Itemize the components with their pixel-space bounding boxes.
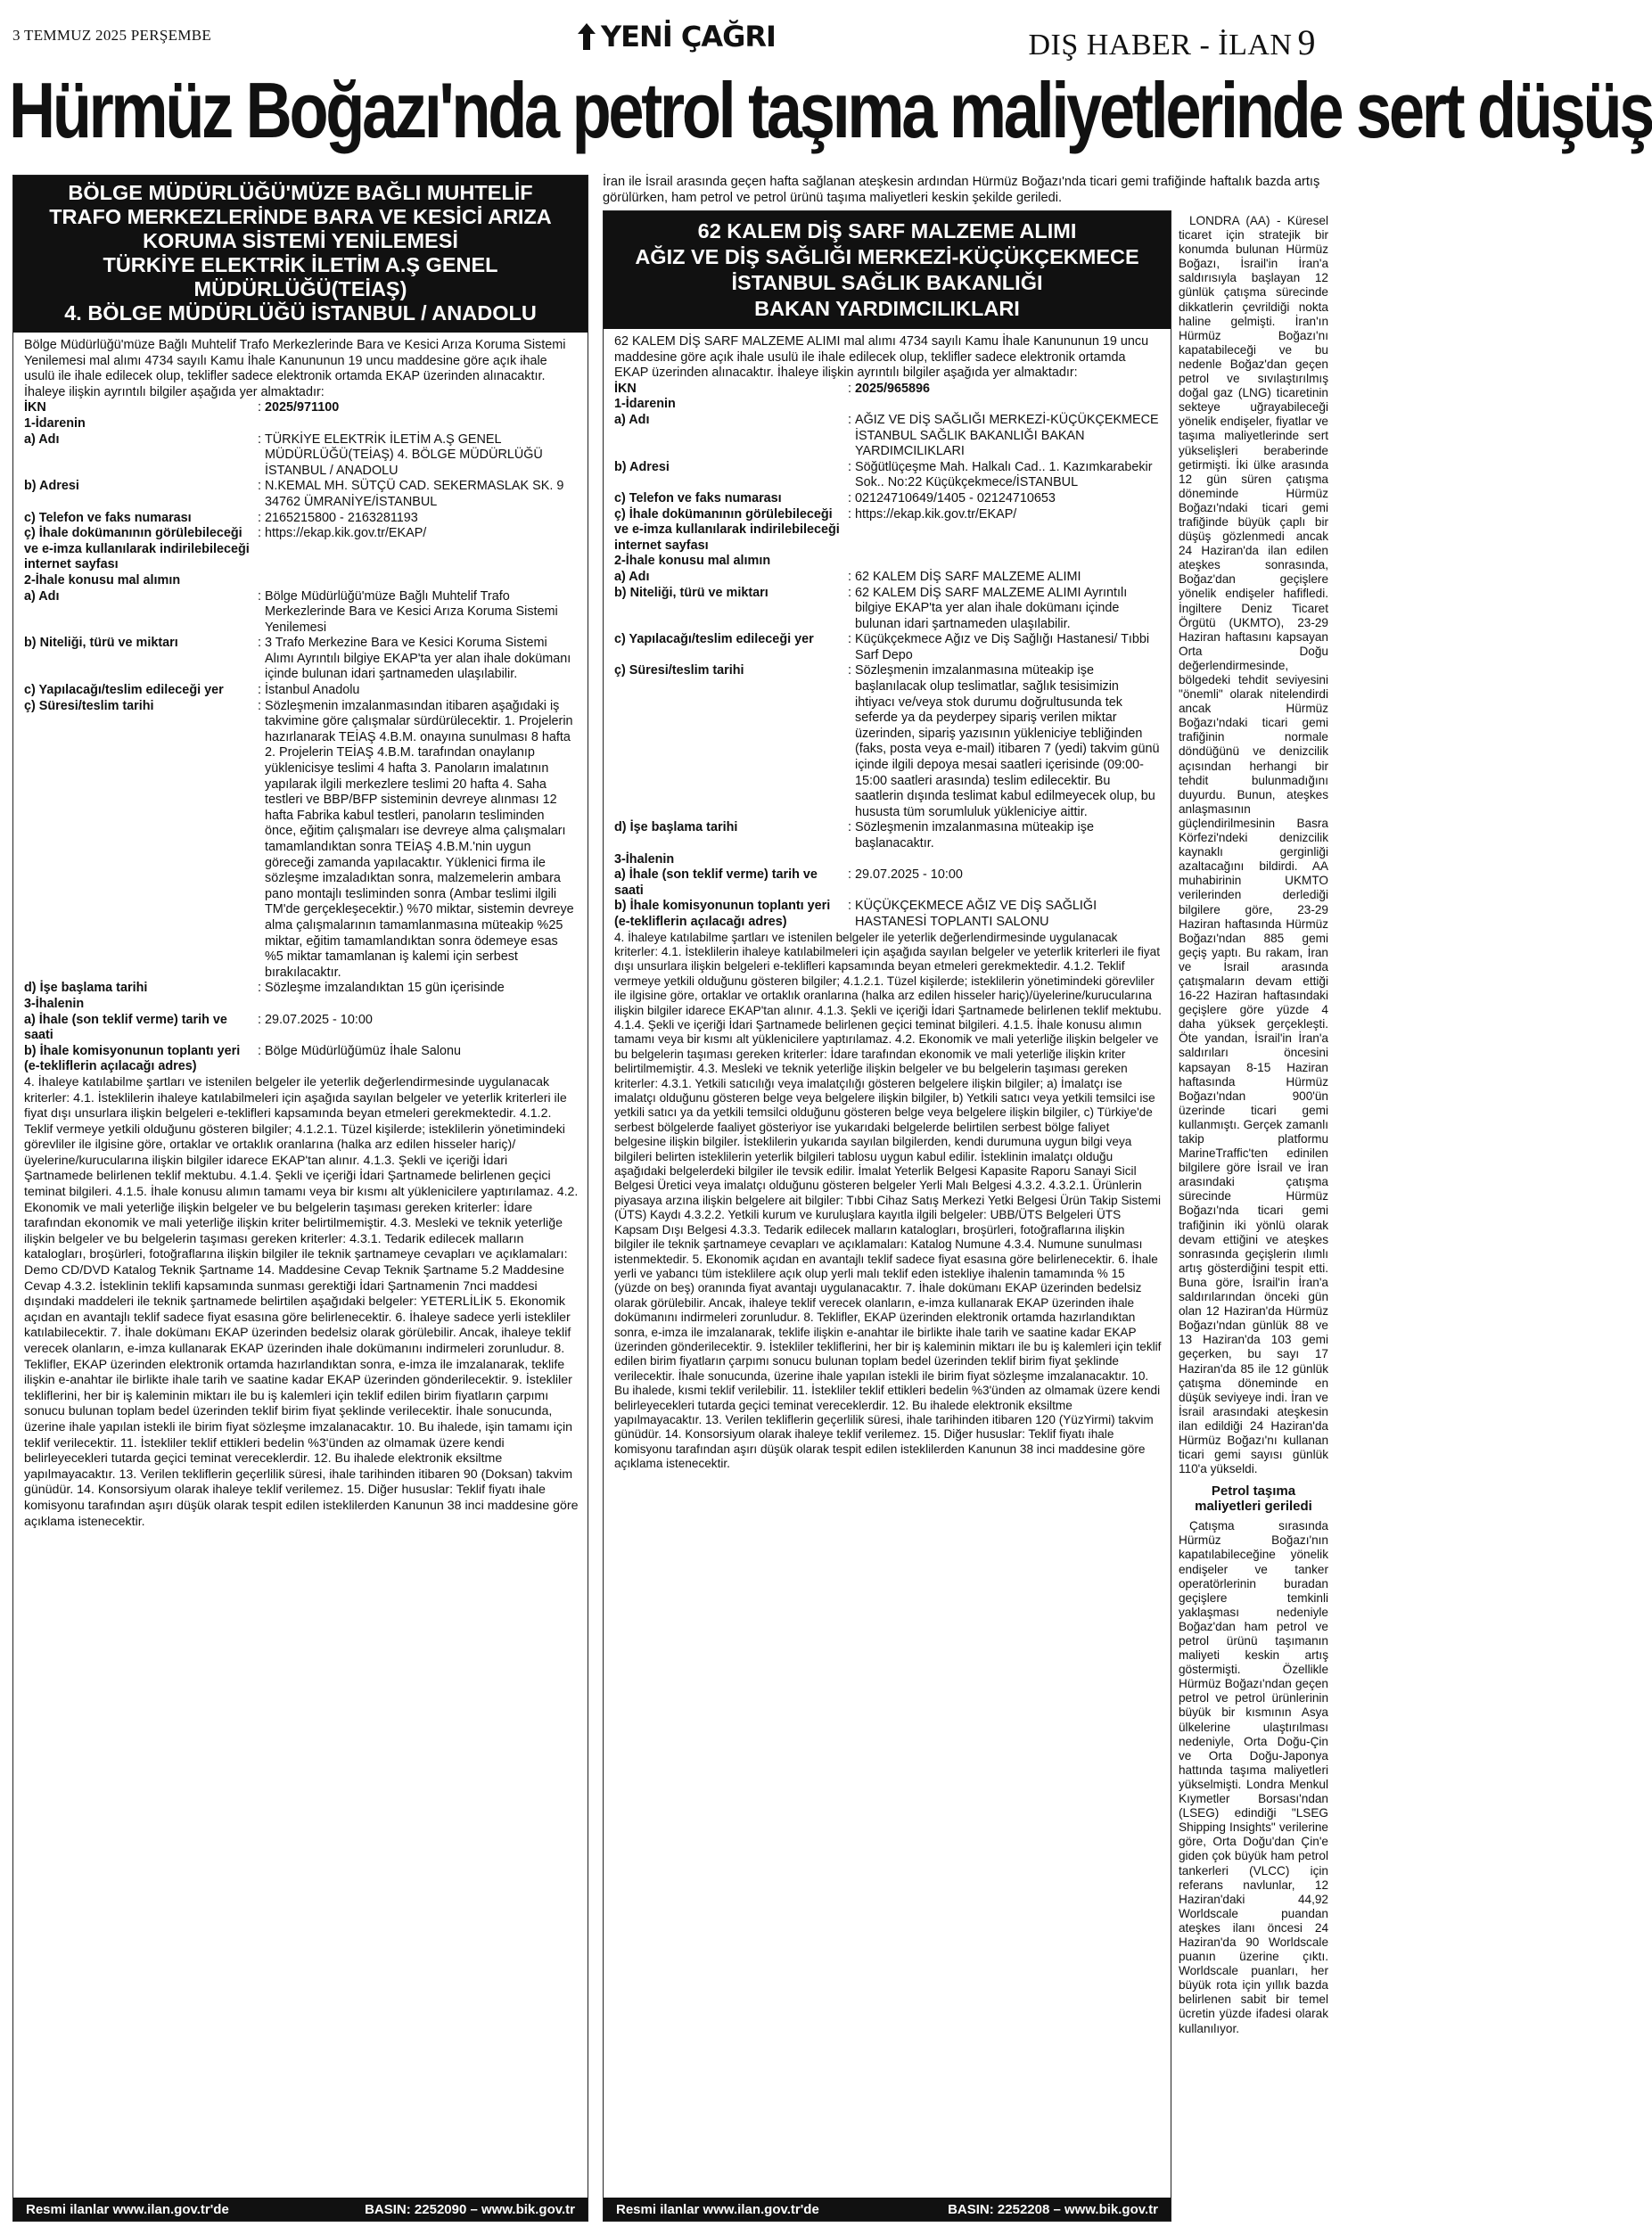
footer-ilan-link[interactable]: Resmi ilanlar www.ilan.gov.tr'de: [616, 2201, 819, 2217]
teslim-yeri-row: c) Yapılacağı/teslim edileceği yer : İstanbul Anadolu: [24, 683, 579, 699]
notice-terms: 4. İhaleye katılabilme şartları ve istenilen belgeler ile yeterlik değerlendirmesinde uygulanacak kriterler: 4.1. İsteklilerin ihaleye katılabilmeleri için aşağıda sayılan belgeler ve yeterlik kriterleri ile fiyat dışı unsurlara ilişkin belgeleri e-teklifleri kapsamında beyan etmeleri gerekmektedir. 4.1.2. Teklif vermeye yetkili olduğunu gösteren bilgiler; 4.1.2.1. Tüzel kişilerde; isteklilerin yönetimindeki görevliler ile ilgisine göre, ortaklar ve ortaklık oranlarına (halka arz edilen hisseler hariç)/üyelerine/kurucularına ilişkin bilgiler idarece EKAP'tan alınır. 4.1.3. Şekli ve içeriği İdari Şartnamede belirlenen teklif mektubu. 4.1.4. Şekli ve içeriği İdari Şartnamede belirlenen geçici teminat bilgileri. 4.1.5. İhale konusu alımın tamamı veya bir kısmı alt yüklenicilere yaptırılamaz. 4.2. Ekonomik ve mali yeterliğe ilişkin belgeler ve bu belgelerin taşıması gereken kriterler: İdare tarafından ekonomik ve mali yeterliğe ilişkin kriter belirtilmemiştir. 4.3. Mesleki ve teknik yeterliğe ilişkin belgeler ve bu belgelerin taşıması gereken kriterler: 4.3.1. Yetkili satıcılığı veya imalatçılığı gösteren belgelere ilişkin bilgiler; a) İmalatçı ise imalatçı olduğunu gösteren belge veya belgelere ilişkin bilgiler, b) Yetkili satıcı veya yetkili temsilci ise yetkili satıcı ya da yetkili temsilci olduğunu gösteren belge veya belgelere ilişkin bilgiler, c) Türkiye'de serbest bölgelerde faaliyet gösteriyor ise yukarıdaki belgelerde belirtilen serbest bölge faliyet belgesine ilişkin bilgiler. İsteklilerin yukarıda sayılan bilgilerden, kendi durumuna uygun bilgi veya bilgileri belirten isteklilerin yeterlik bilgileri tablosu uygun kabul edilir. İsteklinin imalatçı olduğu aşağıdaki belgelerdeki bilgiler ile tevsik edilir. İmalat Yeterlik Belgesi Kapasite Raporu Sanayi Sicil Belgesi Üretici veya imalatçı olduğunu gösteren belgeler Yerli Malı Belgesi 4.3.2. 4.3.2.1. Ürünlerin piyasaya arzına ilişkin belgelere ait bilgiler: Tıbbi Cihaz Satış Merkezi Yetki Belgesi Ürün Takip Sistemi (ÜTS) Kaydı 4.3.2.2. Yetkili kurum ve kuruluşlara kayıtla ilgili belgeler: UBB/ÜTS Belgeleri ÜTS Kapsam Dışı Belgesi 4.3.3. Tedarik edilecek malların katalogları, broşürleri, fotoğraflarına ilişkin bilgiler ile teknik şartnameye cevapları ve açıklamaları: Katalog Numune 4.3.4. Numune sunulması istenmektedir. 5. Ekonomik açıdan en avantajlı teklif sadece fiyat esasına göre belirlenecektir. 6. İhale yerli ve yabancı tüm isteklilere açık olup yerli malı teklif eden istekliye ihalenin tamamında % 15 (yüzde on beş) oranında fiyat avantajı uygulanacaktır. 7. İhale dokümanı EKAP üzerinden bedelsiz olarak görülebilir. Ancak, ihaleye teklif verecek olanların, e-imza kullanarak EKAP üzerinden ihale dokümanını indirmeleri zorunludur. 8. Teklifler, EKAP üzerinden elektronik ortamda hazırlandıktan sonra, e-imza ile imzalanarak, teklife ilişkin e-anahtar ile birlikte ihale tarih ve saatine kadar EKAP üzerinden gönderilecektir. 9. İstekliler tekliflerini, her bir iş kaleminin miktarı ile bu iş kalemleri için teklif edilen birim fiyatların çarpımı sonucu bulunan toplam bedel üzerinden teklif birim fiyat şeklinde verilecektir. İhale sonucunda, üzerine ihale yapılan istekli ile birim fiyat sözleşme imzalanacaktır. 10. Bu ihalede, kısmi teklif verilebilir. 11. İstekliler teklif ettikleri bedelin %3'ünden az olmamak üzere kendi belirleyecekleri tutarda geçici teminat vereceklerdir. 12. Bu ihalede elektronik eksiltme yapılmayacaktır. 13. Verilen tekliflerin geçerlilik süresi, ihale tarihinden itibaren 120 (YüzYirmi) takvim günüdür. 14. Konsorsiyum olarak ihaleye teklif verilemez. 15. Diğer hususlar: Teklif fiyatı ihale komisyonu tarafından aşırı düşük olarak tespit edilen isteklilerden Kanunun 38 inci maddesine göre açıklama istenecektir.: [614, 930, 1162, 1471]
news-lead: İran ile İsrail arasında geçen hafta sağlanan ateşkesin ardından Hürmüz Boğazı'nda ticari gemi trafiğinde haftalık bazda artış görülürken, ham petrol ve petrol ürünü taşıma maliyetleri keskin şekilde geriledi.: [603, 175, 1320, 205]
masthead: [0, 0, 1337, 62]
field-value: Sözleşmenin imzalanmasına müteakip işe başlanacaktır.: [855, 820, 1094, 851]
field-value: Söğütlüçeşme Mah. Halkalı Cad.. 1. Kazımkarabekir Sok.. No:22 Küçükçekmece/İSTANBUL: [855, 459, 1153, 490]
field-label: b) Niteliği, türü ve miktarı: [24, 636, 178, 651]
field-label: ç) Süresi/teslim tarihi: [614, 663, 744, 678]
field-label: ç) İhale dokümanının görülebileceği ve e-imza kullanılarak indirilebileceği internet sayfası: [614, 506, 840, 553]
section-title: 1-İdarenin: [614, 397, 676, 412]
sure-row: ç) Süresi/teslim tarihi : Sözleşmenin imzalanmasından itibaren aşağıdaki iş takvimine göre çalışmalar sürdürülecektir. 1. Projelerin hazırlanarak TEİAŞ 4.B.M. onayına sunulması 8 hafta 2. Projelerin TEİAŞ 4.B.M. tarafından onaylanıp yüklenicisye teslimi 4 hafta 3. Panoların imalatının yapılarak ilgili merkezlere teslimi 20 hafta 4. Saha testleri ve BBP/BFP sisteminin devreye alınması 12 hafta Fabrika kabul testleri, panoların tesliminden önce, eğitim çalışmaları ise devreye alma çalışmaları tamamlandıktan sonra TEİAŞ 4.B.M.'nin uygun göreceği zamanda yapılacaktır. Yüklenici firma ile sözleşme imzaladıktan sonra, malzemelerin ambara pano montajlı tesliminden sonra (Ambar teslimi ilgili TM'de gerçekleşecektir.) %70 miktar, sistemin devreye alma çalışmalarının tamamlanmasına müteakip %25 miktar, eğitim tamamlandıktan sonra ödemeye esas %5 miktar tamamlanan iş kalemi için serbest bırakılacaktır.: [24, 699, 579, 982]
nitelik-row: b) Niteliği, türü ve miktarı : 3 Trafo Merkezine Bara ve Kesici Koruma Sistemi Alımı Ayrıntılı bilgiye EKAP'ta yer alan ihale dokümanı içinde bulunan idari şartnameden ulaşılabilir.: [24, 636, 579, 683]
sure-row: ç) Süresi/teslim tarihi : Sözleşmenin imzalanmasına müteakip işe başlanılacak olup teslimatlar, sağlık tesisimizin ihtiyacı ve/veya stok durumu doğrultusunda tek seferde ya da peyderpey sipariş verilen miktar üzerinden, sipariş yazısının yükleniciye tebliğinden (faks, posta veya e-mail) itibaren 7 (yedi) takvim günü içinde ilgili depoya mesai saatleri içerisinde (09:00-15:00 saatleri arasında) teslim edilecektir. Bu saatlerin dışında teslimat kabul edilmeyecek olup, bu hususta tüm sorumluluk yükleniciye aittir.: [614, 663, 1162, 820]
field-label: c) Telefon ve faks numarası: [24, 510, 192, 525]
main-headline: Hürmüz Boğazı'nda petrol taşıma maliyetlerinde sert düşüş: [9, 66, 1652, 154]
notice-body: [13, 333, 588, 1530]
field-label: c) Yapılacağı/teslim edileceği yer: [614, 632, 814, 647]
section-title: 2-İhale konusu mal alımın: [614, 554, 771, 569]
field-value: 29.07.2025 - 10:00: [265, 1012, 373, 1027]
section-title: 2-İhale konusu mal alımın: [24, 572, 181, 588]
notice-header-line: 62 KALEM DİŞ SARF MALZEME ALIMI: [697, 219, 1077, 242]
field-label: a) İhale (son teklif verme) tarih ve saati: [24, 1012, 227, 1043]
notice-header-line: MÜDÜRLÜĞÜ(TEİAŞ): [193, 277, 407, 300]
field-value: Sözleşme imzalandıktan 15 gün içerisinde: [265, 981, 505, 996]
notice-header-line: İSTANBUL SAĞLIK BAKANLIĞI: [731, 271, 1043, 294]
field-label: İKN: [24, 400, 46, 415]
notice-header-line: 4. BÖLGE MÜDÜRLÜĞÜ İSTANBUL / ANADOLU: [64, 301, 537, 325]
field-label: c) Yapılacağı/teslim edileceği yer: [24, 683, 224, 698]
baslama-row: d) İşe başlama tarihi : Sözleşmenin imzalanmasına müteakip işe başlanacaktır.: [614, 820, 1162, 851]
ihale-tarih-row: a) İhale (son teklif verme) tarih ve saati : 29.07.2025 - 10:00: [614, 867, 1162, 899]
field-label: a) Adı: [614, 569, 650, 584]
field-value: 62 KALEM DİŞ SARF MALZEME ALIMI: [855, 569, 1081, 584]
field-label: b) İhale komisyonunun toplantı yeri (e-tekliflerin açılacağı adres): [24, 1043, 241, 1074]
field-value: 29.07.2025 - 10:00: [855, 867, 963, 883]
notice-intro: Bölge Müdürlüğü'müze Bağlı Muhtelif Trafo Merkezlerinde Bara ve Kesici Arıza Koruma Sistemi Yenilemesi mal alımı 4734 sayılı Kamu İhale Kanununun 19 uncu maddesine göre açık ihale usulü ile ihale edilecek olup, teklifler sadece elektronik ortamda EKAP üzerinden alınacaktır. İhaleye ilişkin ayrıntılı bilgiler aşağıda yer almaktadır:: [24, 338, 566, 399]
ekap-link[interactable]: https://ekap.kik.gov.tr/EKAP/: [265, 526, 427, 541]
idare-adres-row: b) Adresi : Söğütlüçeşme Mah. Halkalı Cad.. 1. Kazımkarabekir Sok.. No:22 Küçükçekmece/İSTANBUL: [614, 460, 1162, 491]
telefon-row: c) Telefon ve faks numarası : 2165215800 - 2163281193: [24, 511, 579, 527]
field-value: 2165215800 - 2163281193: [265, 510, 418, 525]
field-value: AĞIZ VE DİŞ SAĞLIĞI MERKEZİ-KÜÇÜKÇEKMECE İSTANBUL SAĞLIK BAKANLIĞI BAKAN YARDIMCILIKLARI: [855, 412, 1159, 459]
field-value: İstanbul Anadolu: [265, 683, 360, 698]
field-label: b) Adresi: [24, 479, 79, 494]
idare-adi-row: a) Adı : AĞIZ VE DİŞ SAĞLIĞI MERKEZİ-KÜÇÜKÇEKMECE İSTANBUL SAĞLIK BAKANLIĞI BAKAN YARDIMCILIKLARI: [614, 413, 1162, 460]
field-value: TÜRKİYE ELEKTRİK İLETİM A.Ş GENEL MÜDÜRLÜĞÜ(TEİAŞ) 4. BÖLGE MÜDÜRLÜĞÜ İSTANBUL / ANADOLU: [265, 431, 543, 478]
field-value: N.KEMAL MH. SÜTÇÜ CAD. SEKERMASLAK SK. 9 34762 ÜMRANİYE/İSTANBUL: [265, 479, 564, 509]
tender-notice-dental: [603, 210, 1171, 2222]
field-label: a) Adı: [614, 412, 650, 427]
website-row: ç) İhale dokümanının görülebileceği ve e-imza kullanılarak indirilebileceği internet sayfası : https://ekap.kik.gov.tr/EKAP/: [614, 507, 1162, 555]
mal-adi-row: a) Adı : 62 KALEM DİŞ SARF MALZEME ALIMI: [614, 570, 1162, 586]
field-label: a) Adı: [24, 588, 60, 604]
field-label: ç) İhale dokümanının görülebileceği ve e-imza kullanılarak indirilebileceği internet sayfası: [24, 526, 250, 572]
notice-footer: [604, 2198, 1171, 2221]
notice-footer: [13, 2198, 588, 2221]
issue-date: 3 TEMMUZ 2025 PERŞEMBE: [12, 27, 212, 44]
news-article-column: [1179, 214, 1328, 2036]
footer-ilan-link[interactable]: Resmi ilanlar www.ilan.gov.tr'de: [26, 2201, 229, 2217]
telefon-row: c) Telefon ve faks numarası : 02124710649/1405 - 02124710653: [614, 491, 1162, 507]
field-label: d) İşe başlama tarihi: [24, 981, 148, 996]
field-value: KÜÇÜKÇEKMECE AĞIZ VE DİŞ SAĞLIĞI HASTANESİ TOPLANTI SALONU: [855, 899, 1097, 929]
field-value: 3 Trafo Merkezine Bara ve Kesici Koruma Sistemi Alımı Ayrıntılı bilgiye EKAP'ta yer alan ihale dokümanı içinde bulunan idari şartnameden ulaşılabilir.: [265, 636, 571, 682]
logo-text: YENİ ÇAĞRI: [601, 20, 776, 53]
notice-header: [604, 211, 1171, 329]
ekap-link[interactable]: https://ekap.kik.gov.tr/EKAP/: [855, 506, 1017, 522]
ikn-row: İKN : 2025/971100: [24, 400, 579, 416]
page-number: 9: [1297, 22, 1316, 62]
idare-adres-row: b) Adresi : N.KEMAL MH. SÜTÇÜ CAD. SEKERMASLAK SK. 9 34762 ÜMRANİYE/İSTANBUL: [24, 479, 579, 510]
notice-header-line: BAKAN YARDIMCILIKLARI: [754, 297, 1020, 320]
section-title: 1-İdarenin: [24, 415, 86, 431]
section-title: 3-İhalenin: [24, 996, 85, 1011]
article-paragraph: LONDRA (AA) - Küresel ticaret için stratejik bir konumda bulunan Hürmüz Boğazı, İsrail'in İran'a saldırısıyla başlayan 12 günlük çatışma sürecinde dikkatlerin çevrildiği nokta haline gelmişti. İran'ın Hürmüz Boğazı'nı kapatabileceği ve bu nedenle Boğaz'dan geçen petrol ve sıvılaştırılmış doğal gaz (LNG) ticaretinin sekteye uğrayabileceği yönelik endişeler, fiyatlar ve taşıma maliyetlerinde sert yükselişleri beraberinde getirmişti. İki ülke arasında 12 gün süren çatışma döneminde Hürmüz Boğazı'ndaki ticari gemi trafiğinde büyük çaplı bir düşüş gözlenmedi ancak 24 Haziran'da ilan edilen ateşkes sonrasında, Boğaz'dan geçişlere yönelik endişeler hafifledi. İngiltere Deniz Ticaret Örgütü (UKMTO), 23-29 Haziran haftasını kapsayan Orta Doğu değerlendirmesinde, bölgedeki tehdit seviyesini "önemli" olarak nitelendirdi ancak Hürmüz Boğazı'ndaki ticari gemi trafiğinin normale döndüğünü ve denizcilik açısından herhangi bir tehdit bulunmadığını duyurdu. Bunun, ateşkes anlaşmasının güçlendirilmesinin Basra Körfezi'ndeki denizcilik kaynaklı gerginliği azaltacağını bildirdi. AA muhabirinin UKMTO verilerinden derlediği bilgilere göre, 23-29 Haziran haftasında Hürmüz Boğazı'ndan 885 gemi geçiş yaptı. Bu rakam, İran ve İsrail arasında çatışmaların devam ettiği 16-22 Haziran haftasındaki geçişlere göre yüzde 4 daha yüksek gerçekleşti. Öte yandan, İsrail'in İran'a saldırıları öncesini kapsayan 8-15 Haziran haftasında Hürmüz Boğazı'ndan 900'ün üzerinde ticari gemi kullanmıştı. Gerçek zamanlı takip platformu MarineTraffic'ten edinilen bilgilere göre İsrail ve İran arasındaki çatışma sürecinde Hürmüz Boğazı'nda ticari gemi trafiğinin iki yönlü olarak devam ettiğini ve ateşkes sonrasında geçişlerin ılımlı artış gösterdiğini tespit etti. Buna göre, İsrail'in İran'a saldırılarından önceki gün olan 12 Haziran'da Hürmüz Boğazı'ndan günlük 88 ve 13 Haziran'da 103 gemi geçerken, bu sayı 17 Haziran'da 85 ile 12 günlük çatışma döneminde en düşük seviyeye indi. İran ve İsrail arasındaki ateşkesin ilan edildiği 24 Haziran'da Hürmüz Boğazı'nı kullanan ticari gemi sayısı günlük 110'a yükseldi.: [1179, 214, 1328, 1476]
field-label: a) İhale (son teklif verme) tarih ve saati: [614, 867, 818, 898]
idare-adi-row: a) Adı : TÜRKİYE ELEKTRİK İLETİM A.Ş GENEL MÜDÜRLÜĞÜ(TEİAŞ) 4. BÖLGE MÜDÜRLÜĞÜ İSTANBUL / ANADOLU: [24, 432, 579, 480]
teslim-yeri-row: c) Yapılacağı/teslim edileceği yer : Küçükçekmece Ağız ve Diş Sağlığı Hastanesi/ Tıbbi Sarf Depo: [614, 632, 1162, 663]
komisyon-row: b) İhale komisyonunun toplantı yeri (e-tekliflerin açılacağı adres) : KÜÇÜKÇEKMECE AĞIZ VE DİŞ SAĞLIĞI HASTANESİ TOPLANTI SALONU: [614, 899, 1162, 930]
article-subheading: Petrol taşıma maliyetleri geriledi: [1195, 1483, 1312, 1515]
notice-intro: 62 KALEM DİŞ SARF MALZEME ALIMI mal alımı 4734 sayılı Kamu İhale Kanununun 19 uncu maddesine göre açık ihale usulü ile ihale edilecek olup, teklifler sadece elektronik ortamda EKAP üzerinden alınacaktır. İhaleye ilişkin ayrıntılı bilgiler aşağıda yer almaktadır:: [614, 334, 1149, 381]
notice-header: [13, 176, 588, 333]
field-value: 02124710649/1405 - 02124710653: [855, 490, 1056, 505]
field-value: Küçükçekmece Ağız ve Diş Sağlığı Hastanesi/ Tıbbi Sarf Depo: [855, 632, 1150, 662]
field-value: Sözleşmenin imzalanmasına müteakip işe başlanılacak olup teslimatlar, sağlık tesisimizin ihtiyacı ve/veya stok durumu doğrultusunda tek seferde ya da peyderpey sipariş verilen miktar üzerinden, sipariş yazısının yükleniciye tebliğinden (faks, posta veya e-mail) itibaren 7 (yedi) takvim günü içinde ilgili depoya mesai saatleri içerisinde (09:00-15:00 saatleri arasında) teslim edilecektir. Bu saatlerin dışında teslimat kabul edilmeyecek olup, bu hususta tüm sorumluluk yükleniciye aittir.: [855, 663, 1160, 819]
field-value: 2025/965896: [855, 381, 931, 396]
footer-basin-code: BASIN: 2252208 – www.bik.gov.tr: [948, 2201, 1158, 2217]
notice-body: [604, 329, 1171, 1472]
notice-header-line: TÜRKİYE ELEKTRİK İLETİM A.Ş GENEL: [103, 253, 498, 276]
field-value: 2025/971100: [265, 400, 340, 415]
tender-notice-teias: [12, 175, 588, 2222]
ikn-row: İKN : 2025/965896: [614, 382, 1162, 398]
field-label: ç) Süresi/teslim tarihi: [24, 698, 154, 713]
field-label: b) Niteliği, türü ve miktarı: [614, 585, 768, 600]
notice-terms: 4. İhaleye katılabilme şartları ve istenilen belgeler ile yeterlik değerlendirmesinde uygulanacak kriterler: 4.1. İsteklilerin ihaleye katılabilmeleri için aşağıda sayılan belgeler ve yeterlik kriterleri ile fiyat dışı unsurlara ilişkin belgeleri e-teklifleri kapsamında beyan etmeleri gerekmektedir. 4.1.2. Teklif vermeye yetkili olduğunu gösteren bilgiler; 4.1.2.1. Tüzel kişilerde; isteklilerin yönetimindeki görevliler ile ilgisine göre, ortaklar ve ortaklık oranlarına (halka arz edilen hisseler hariç)/üyelerine/kurucularına ilişkin bilgiler idarece EKAP'tan alınır. 4.1.3. Şekli ve içeriği İdari Şartnamede belirlenen teklif mektubu. 4.1.4. Şekli ve içeriği İdari Şartnamede belirlenen geçici teminat bilgileri. 4.1.5. İhale konusu alımın tamamı veya bir kısmı alt yüklenicilere yaptırılamaz. 4.2. Ekonomik ve mali yeterliğe ilişkin belgeler ve bu belgelerin taşıması gereken kriterler: İdare tarafından ekonomik ve mali yeterliğe ilişkin kriter belirtilmemiştir. 4.3. Mesleki ve teknik yeterliğe ilişkin belgeler ve bu belgelerin taşıması gereken kriterler: 4.3.1. Tedarik edilecek malların katalogları, broşürleri, fotoğraflarına ilişkin bilgiler ile teknik şartnameye cevapları ve açıklamaları: Demo CD/DVD Katalog Teknik Şartname 14. Maddesine Cevap Teknik Şartname 5.2 Maddesine Cevap 4.3.2. İsteklinin teklifi kapsamında sunması gerektiği İdari Şartnamenin 7nci maddesi dışındaki maddeleri ile teknik şartnamede belirtilen aşağıdaki belgeler: YETERLİLİK 5. Ekonomik açıdan en avantajlı teklif sadece fiyat esasına göre belirlenecektir. 6. İhaleye sadece yerli istekliler katılabilecektir. 7. İhale dokümanı EKAP üzerinden bedelsiz olarak görülebilir. Ancak, ihaleye teklif verecek olanların, e-imza kullanarak EKAP üzerinden ihale dokümanını indirmeleri zorunludur. 8. Teklifler, EKAP üzerinden elektronik ortamda hazırlandıktan sonra, e-imza ile imzalanarak, teklife ilişkin e-anahtar ile birlikte ihale tarih ve saatine kadar EKAP üzerinden gönderilecektir. 9. İstekliler tekliflerini, her bir iş kaleminin miktarı ile bu iş kalemleri için teklif edilen birim fiyatların çarpımı sonucu bulunan toplam bedel üzerinden teklif birim fiyat şeklinde verilecektir. İhale sonucunda, üzerine ihale yapılan istekli ile birim fiyat sözleşme imzalanacaktır. 10. Bu ihalede, işin tamamı için teklif verilecektir. 11. İstekliler teklif ettikleri bedelin %3'ünden az olmamak üzere kendi belirleyecekleri tutarda geçici teminat vereceklerdir. 12. Bu ihalede elektronik eksiltme yapılmayacaktır. 13. Verilen tekliflerin geçerlilik süresi, ihale tarihinden itibaren 90 (Doksan) takvim günüdür. 14. Konsorsiyum olarak ihaleye teklif verilemez. 15. Diğer hususlar: Teklif fiyatı ihale komisyonu tarafından aşırı düşük olarak tespit edilen isteklilerden Kanunun 38 inci maddesine göre açıklama istenecektir.: [24, 1074, 579, 1529]
website-row: ç) İhale dokümanının görülebileceği ve e-imza kullanılarak indirilebileceği internet sayfası : https://ekap.kik.gov.tr/EKAP/: [24, 526, 579, 573]
field-label: a) Adı: [24, 431, 60, 447]
notice-header-line: TRAFO MERKEZLERİNDE BARA VE KESİCİ ARIZA: [49, 205, 552, 228]
torch-icon: [578, 23, 596, 50]
field-value: Sözleşmenin imzalanmasından itibaren aşağıdaki iş takvimine göre çalışmalar sürdürülecektir. 1. Projelerin hazırlanarak TEİAŞ 4.B.M. onayına sunulması 8 hafta 2. Projelerin TEİAŞ 4.B.M. tarafından onaylanıp yüklenicisye teslimi 4 hafta 3. Panoların imalatının yapılarak ilgili merkezlere teslimi 20 hafta 4. Saha testleri ve BBP/BFP sisteminin devreye alınması 12 hafta Fabrika kabul testleri, panoların tesliminden önce, eğitim çalışmaları ise devreye alma çalışmaları tamamlandıktan sonra TEİAŞ 4.B.M.'nin uygun göreceği zamanda yapılacaktır. Yüklenici firma ile sözleşme imzaladıktan sonra, malzemelerin ambara pano montajlı tesliminden sonra (Ambar teslimi ilgili TM'de gerçekleşecektir.) %70 miktar, sistemin devreye alma çalışmalarının tamamlanmasına müteakip %25 miktar, eğitim tamamlandıktan sonra ödemeye esas %5 miktar tamamlanan iş kalemi için serbest bırakılacaktır.: [265, 698, 574, 980]
field-label: d) İşe başlama tarihi: [614, 820, 738, 835]
field-value: Bölge Müdürlüğü'müze Bağlı Muhtelif Trafo Merkezlerinde Bara ve Kesici Arıza Koruma Sistemi Yenilemesi: [265, 588, 558, 635]
newspaper-logo: [567, 20, 786, 53]
footer-basin-code: BASIN: 2252090 – www.bik.gov.tr: [365, 2201, 575, 2217]
field-value: Bölge Müdürlüğümüz İhale Salonu: [265, 1043, 461, 1058]
field-label: b) Adresi: [614, 459, 670, 474]
ihale-tarih-row: a) İhale (son teklif verme) tarih ve saati : 29.07.2025 - 10:00: [24, 1013, 579, 1044]
article-paragraph: Çatışma sırasında Hürmüz Boğazı'nın kapatılabileceğine yönelik endişeler ve tanker operatörlerinin buradan geçişlere temkinli yaklaşması nedeniyle Boğaz'dan ham petrol ve petrol ürünü taşımanın maliyeti keskin artış göstermişti. Özellikle Hürmüz Boğazı'ndan geçen petrol ve petrol ürünlerinin büyük bir kısmının Asya ülkelerine ulaştırılması nedeniyle, Orta Doğu-Çin ve Orta Doğu-Japonya hattında taşıma maliyetleri yükselmişti. Londra Menkul Kıymetler Borsası'ndan (LSEG) edindiği "LSEG Shipping Insights" verilerine göre, Orta Doğu'dan Çin'e giden çok büyük ham petrol tankerleri (VLCC) için referans navlunlar, 12 Haziran'daki 44,92 Worldscale puandan ateşkes ilanı öncesi 24 Haziran'da 90 Worldscale puanın üzerine çıktı. Worldscale puanları, her büyük rota için yıllık bazda belirlenen sabit bir temel ücretin yüzde ifadesi olarak kullanılıyor.: [1179, 1519, 1328, 2035]
nitelik-row: b) Niteliği, türü ve miktarı : 62 KALEM DİŞ SARF MALZEME ALIMI Ayrıntılı bilgiye EKAP'ta yer alan ihale dokümanı içinde bulunan idari şartnameden ulaşılabilir.: [614, 586, 1162, 633]
section-title: 3-İhalenin: [614, 851, 675, 867]
komisyon-row: b) İhale komisyonunun toplantı yeri (e-tekliflerin açılacağı adres) : Bölge Müdürlüğümüz İhale Salonu: [24, 1044, 579, 1075]
field-label: İKN: [614, 381, 637, 396]
section-name: DIŞ HABER - İLAN: [1028, 29, 1293, 62]
notice-header-line: AĞIZ VE DİŞ SAĞLIĞI MERKEZİ-KÜÇÜKÇEKMECE: [635, 245, 1139, 268]
field-label: c) Telefon ve faks numarası: [614, 490, 782, 505]
baslama-row: d) İşe başlama tarihi : Sözleşme imzalandıktan 15 gün içerisinde: [24, 981, 579, 997]
mal-adi-row: a) Adı : Bölge Müdürlüğü'müze Bağlı Muhtelif Trafo Merkezlerinde Bara ve Kesici Arıza Koruma Sistemi Yenilemesi: [24, 589, 579, 637]
notice-header-line: BÖLGE MÜDÜRLÜĞÜ'MÜZE BAĞLI MUHTELİF: [68, 181, 533, 204]
field-label: b) İhale komisyonunun toplantı yeri (e-tekliflerin açılacağı adres): [614, 899, 831, 929]
field-value: 62 KALEM DİŞ SARF MALZEME ALIMI Ayrıntılı bilgiye EKAP'ta yer alan ihale dokümanı içinde bulunan idari şartnameden ulaşılabilir.: [855, 585, 1128, 631]
notice-header-line: KORUMA SİSTEMİ YENİLEMESİ: [143, 229, 458, 252]
